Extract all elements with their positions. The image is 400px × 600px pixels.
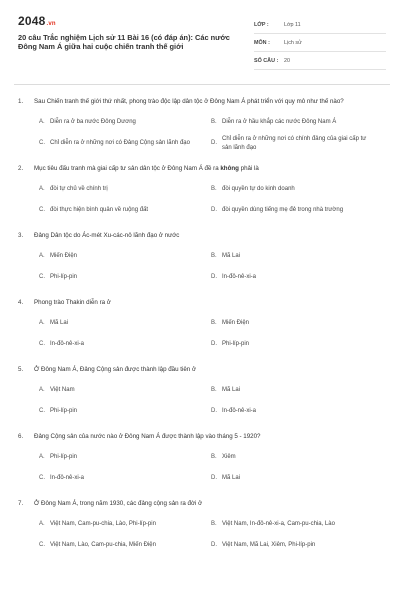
option-grid (39, 246, 386, 288)
question-7 (18, 499, 386, 556)
option-c[interactable] (39, 401, 211, 422)
option-a[interactable] (39, 447, 211, 468)
option-letter: A. (39, 253, 45, 260)
option-letter: D. (211, 341, 217, 348)
option-letter: C. (39, 140, 45, 147)
meta-value: Lịch sử (284, 39, 302, 46)
question-stem (18, 164, 386, 173)
option-text: Phi-líp-pin (50, 454, 78, 461)
question-number: 3. (18, 232, 24, 239)
question-stem (18, 97, 386, 106)
option-text: Việt Nam (50, 387, 75, 394)
question-text: Phong trào Thakin diễn ra ở (34, 299, 111, 306)
option-grid (39, 380, 386, 422)
option-text: Việt Nam, Lào, Cam-pu-chia, Miến Điện (50, 542, 156, 549)
option-letter: B. (211, 320, 217, 327)
question-text: Đảng Cộng sản của nước nào ở Đông Nam Á được thành lập vào tháng 5 - 1920? (34, 433, 261, 440)
meta-row-subject (254, 34, 386, 52)
option-d[interactable] (211, 468, 383, 489)
option-a[interactable] (39, 313, 211, 334)
header-divider (14, 84, 390, 85)
option-letter: B. (211, 186, 217, 193)
question-3 (18, 231, 386, 288)
option-a[interactable] (39, 179, 211, 200)
option-letter: D. (211, 140, 217, 147)
option-b[interactable] (211, 112, 383, 133)
option-text: đòi tự chủ về chính trị (50, 186, 108, 193)
option-text: Phi-líp-pin (50, 408, 78, 415)
option-letter: B. (211, 387, 217, 394)
option-d[interactable] (211, 200, 383, 221)
logo-main: 2048 (18, 14, 46, 28)
option-b[interactable] (211, 447, 383, 468)
option-d[interactable] (211, 133, 383, 154)
question-text: Sau Chiến tranh thế giới thứ nhất, phong trào độc lập dân tộc ở Đông Nam Á phát triển với quy mô như thế nào? (34, 98, 344, 105)
option-text: In-đô-nê-xi-a (222, 408, 257, 415)
question-text: Ở Đông Nam Á, trong năm 1930, các đảng cộng sản ra đời ở (34, 500, 203, 507)
question-4 (18, 298, 386, 355)
option-c[interactable] (39, 334, 211, 355)
option-text: In-đô-nê-xi-a (50, 341, 85, 348)
header-left (18, 14, 240, 70)
question-number: 1. (18, 98, 24, 105)
option-text: Phi-líp-pin (222, 341, 250, 348)
question-2 (18, 164, 386, 221)
document-title: 20 câu Trắc nghiệm Lịch sử 11 Bài 16 (có đáp án): Các nước Đông Nam Á giữa hai cuộc chiến tranh thế giới (18, 33, 230, 52)
question-text (34, 164, 386, 173)
option-text: Phi-líp-pin (50, 274, 78, 281)
meta-value: Lớp 11 (284, 21, 301, 28)
meta-row-grade (254, 16, 386, 34)
header (18, 14, 386, 70)
option-letter: A. (39, 387, 45, 394)
meta-label: MÔN : (254, 39, 270, 46)
option-d[interactable] (211, 401, 383, 422)
option-grid (39, 179, 386, 221)
meta-label: SỐ CÂU : (254, 57, 279, 64)
option-a[interactable] (39, 112, 211, 133)
option-text: Mã Lai (222, 475, 241, 482)
option-text: đòi thực hiện bình quân về ruộng đất (50, 207, 149, 214)
option-text: Miến Điện (50, 253, 78, 260)
option-text: Việt Nam, Mã Lai, Xiêm, Phi-líp-pin (222, 542, 316, 549)
question-number: 6. (18, 433, 24, 440)
logo-suffix: .vn (46, 21, 56, 27)
question-stem (18, 432, 386, 441)
option-text: Mã Lai (222, 253, 241, 260)
option-letter: C. (39, 542, 45, 549)
option-text: Diễn ra ở ba nước Đông Dương (50, 119, 136, 126)
question-number: 4. (18, 299, 24, 306)
option-letter: C. (39, 408, 45, 415)
option-text: In-đô-nê-xi-a (50, 475, 85, 482)
option-grid (39, 313, 386, 355)
question-number: 7. (18, 500, 24, 507)
option-grid (39, 514, 386, 556)
option-text: Xiêm (222, 454, 236, 461)
question-stem (18, 231, 386, 240)
option-c[interactable] (39, 200, 211, 221)
question-list (18, 97, 386, 556)
option-letter: B. (211, 253, 217, 260)
option-grid (39, 112, 386, 154)
option-b[interactable] (211, 246, 383, 267)
meta-table (254, 14, 386, 70)
option-d[interactable] (211, 334, 383, 355)
option-text: Mã Lai (222, 387, 241, 394)
option-letter: B. (211, 119, 217, 126)
option-text: Mã Lai (50, 320, 69, 327)
option-text: đòi quyền tự do kinh doanh (222, 186, 295, 193)
option-letter: A. (39, 521, 45, 528)
option-text: Việt Nam, Cam-pu-chia, Lào, Phi-líp-pin (50, 521, 156, 528)
option-text: Việt Nam, In-đô-nê-xi-a, Cam-pu-chia, Lào (222, 521, 335, 528)
option-a[interactable] (39, 380, 211, 401)
option-text: Miến Điện (222, 320, 250, 327)
meta-label: LỚP : (254, 21, 269, 28)
option-text: Diễn ra ở hầu khắp các nước Đông Nam Á (222, 119, 337, 126)
option-letter: B. (211, 454, 217, 461)
option-c[interactable] (39, 267, 211, 288)
question-6 (18, 432, 386, 489)
meta-row-count (254, 52, 386, 70)
option-letter: D. (211, 542, 217, 549)
option-b[interactable] (211, 179, 383, 200)
question-1 (18, 97, 386, 154)
option-c[interactable] (39, 468, 211, 489)
option-text: Chỉ diễn ra ở những nơi có chính đảng của giai cấp tư sản lãnh đạo (222, 136, 367, 151)
meta-value: 20 (284, 57, 290, 64)
option-c[interactable] (39, 535, 211, 556)
option-b[interactable] (211, 313, 383, 334)
question-stem (18, 298, 386, 307)
option-letter: D. (211, 207, 217, 214)
question-number: 5. (18, 366, 24, 373)
option-a[interactable] (39, 246, 211, 267)
option-letter: D. (211, 274, 217, 281)
option-text: đòi quyền dùng tiếng mẹ đẻ trong nhà trường (222, 207, 344, 214)
question-5 (18, 365, 386, 422)
option-text: Chỉ diễn ra ở những nơi có Đảng Cộng sản lãnh đạo (50, 140, 190, 147)
option-d[interactable] (211, 267, 383, 288)
option-letter: C. (39, 274, 45, 281)
question-text-after: phải là (238, 165, 259, 172)
option-letter: B. (211, 521, 217, 528)
option-d[interactable] (211, 535, 383, 556)
option-letter: A. (39, 320, 45, 327)
question-stem (18, 365, 386, 374)
option-letter: A. (39, 186, 45, 193)
option-letter: A. (39, 119, 45, 126)
option-c[interactable] (39, 133, 211, 154)
option-letter: D. (211, 475, 217, 482)
option-letter: C. (39, 207, 45, 214)
option-text: In-đô-nê-xi-a (222, 274, 257, 281)
option-b[interactable] (211, 514, 383, 535)
option-grid (39, 447, 386, 489)
option-letter: C. (39, 341, 45, 348)
option-b[interactable] (211, 380, 383, 401)
question-text-emphasis: không (220, 165, 239, 172)
question-text-before: Mục tiêu đấu tranh mà giai cấp tư sản dân tộc ở Đông Nam Á đề ra (34, 165, 221, 172)
question-text: Ở Đông Nam Á, Đảng Cộng sản được thành lập đầu tiên ở (34, 366, 197, 373)
site-logo[interactable] (18, 14, 240, 28)
question-text: Đảng Dân tộc do Ác-mét Xu-các-nô lãnh đạo ở nước (34, 232, 180, 239)
option-letter: C. (39, 475, 45, 482)
question-number: 2. (18, 165, 24, 172)
option-letter: D. (211, 408, 217, 415)
option-a[interactable] (39, 514, 211, 535)
option-letter: A. (39, 454, 45, 461)
question-stem (18, 499, 386, 508)
